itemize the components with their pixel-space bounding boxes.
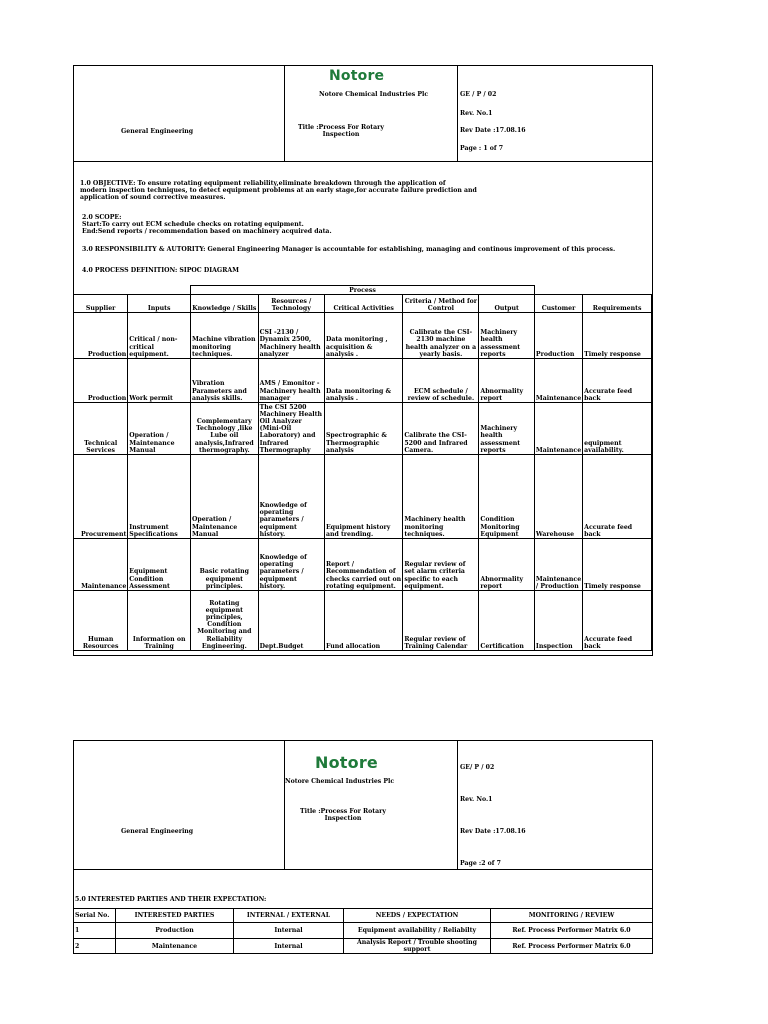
document-title: Title :Process For Rotary Inspection bbox=[298, 124, 384, 139]
sipoc-header-row bbox=[74, 295, 652, 313]
table-row bbox=[74, 539, 652, 591]
serial-cell: 2 bbox=[74, 939, 116, 954]
header-monitoring-review: MONITORING / REVIEW bbox=[491, 909, 653, 923]
page-2-header bbox=[74, 741, 652, 869]
activities-cell: Equipment history and trending. bbox=[324, 455, 402, 539]
requirements-cell: equipment availability. bbox=[583, 403, 652, 455]
page-number: Page :2 of 7 bbox=[460, 860, 501, 867]
doc-number: GE / P / 02 bbox=[460, 91, 497, 98]
table-row bbox=[74, 359, 652, 403]
header-criteria-method: Criteria / Method for Control bbox=[403, 295, 479, 313]
inputs-cell: Equipment Condition Assessment bbox=[128, 539, 191, 591]
knowledge-cell: Vibration Parameters and analysis skills. bbox=[191, 359, 259, 403]
table-row bbox=[74, 939, 653, 954]
notore-logo: Notore bbox=[329, 68, 385, 84]
criteria-cell: Regular review of Training Calendar bbox=[403, 591, 479, 651]
header-needs-expectation: NEEDS / EXPECTATION bbox=[344, 909, 491, 923]
resources-cell: The CSI 5200 Machinery Health Oil Analyzer (Mini-Oil Laboratory) and Infrared Thermography bbox=[258, 403, 324, 455]
supplier-cell: Production bbox=[74, 359, 128, 403]
company-name: Notore Chemical Industries Plc bbox=[285, 778, 395, 785]
knowledge-cell: Rotating equipment principles, Condition Monitoring and Reliability Engineering. bbox=[191, 591, 259, 651]
interested-parties-heading: 5.0 INTERESTED PARTIES AND THEIR EXPECTATION: bbox=[75, 896, 267, 903]
sipoc-process-row bbox=[74, 286, 652, 295]
inputs-cell: Information on Training bbox=[128, 591, 191, 651]
supplier-cell: Production bbox=[74, 313, 128, 359]
criteria-cell: Calibrate the CSI-2130 machine health analyzer on a yearly basis. bbox=[403, 313, 479, 359]
party-cell: Production bbox=[116, 923, 234, 939]
objective-line: 1.0 OBJECTIVE: To ensure rotating equipment reliability,eliminate breakdown through the application of bbox=[80, 180, 446, 187]
document-title: Title :Process For Rotary Inspection bbox=[300, 808, 386, 823]
header-critical-activities: Critical Activities bbox=[324, 295, 402, 313]
output-cell: Certification bbox=[479, 591, 535, 651]
criteria-cell: ECM schedule / review of schedule. bbox=[403, 359, 479, 403]
activities-cell: Fund allocation bbox=[324, 591, 402, 651]
requirements-cell: Timely response bbox=[583, 313, 652, 359]
table-row bbox=[74, 591, 652, 651]
activities-cell: Data monitoring & analysis . bbox=[324, 359, 402, 403]
supplier-cell: Procurement bbox=[74, 455, 128, 539]
knowledge-cell: Basic rotating equipment principles. bbox=[191, 539, 259, 591]
process-definition-heading: 4.0 PROCESS DEFINITION: SIPOC DIAGRAM bbox=[82, 267, 240, 274]
objective-line: application of sound corrective measures. bbox=[80, 194, 226, 202]
table-row bbox=[74, 455, 652, 539]
inputs-cell: Critical / non-critical equipment. bbox=[128, 313, 191, 359]
customer-cell: Inspection bbox=[534, 591, 582, 651]
department-name: General Engineering bbox=[121, 828, 194, 835]
notore-logo: Notore bbox=[315, 753, 378, 772]
header-inputs: Inputs bbox=[128, 295, 191, 313]
process-label: Process bbox=[191, 286, 535, 295]
resources-cell: Dept.Budget bbox=[258, 591, 324, 651]
knowledge-cell: Machine vibration monitoring techniques. bbox=[191, 313, 259, 359]
table-row bbox=[74, 923, 653, 939]
header-supplier: Supplier bbox=[74, 295, 128, 313]
party-cell: Maintenance bbox=[116, 939, 234, 954]
customer-cell: Maintenance bbox=[534, 359, 582, 403]
doc-number: GE/ P / 02 bbox=[460, 764, 495, 771]
requirements-cell: Accurate feed back bbox=[583, 455, 652, 539]
rev-date: Rev Date :17.08.16 bbox=[460, 828, 526, 835]
criteria-cell: Regular review of set alarm criteria specific to each equipment. bbox=[403, 539, 479, 591]
table-header-row bbox=[74, 909, 653, 923]
header-interested-parties: INTERESTED PARTIES bbox=[116, 909, 234, 923]
needs-cell: Equipment availability / Reliabilty bbox=[344, 923, 491, 939]
header-customer: Customer bbox=[534, 295, 582, 313]
customer-cell: Production bbox=[534, 313, 582, 359]
objective-line: modern inspection techniques, to detect equipment problems at an early stage,for accurate failure prediction and bbox=[80, 187, 477, 195]
monitoring-cell: Ref. Process Performer Matrix 6.0 bbox=[491, 939, 653, 954]
customer-cell: Maintenance / Production bbox=[534, 539, 582, 591]
table-row bbox=[74, 403, 652, 455]
monitoring-cell: Ref. Process Performer Matrix 6.0 bbox=[491, 923, 653, 939]
resources-cell: AMS / Emonitor - Machinery health manager bbox=[258, 359, 324, 403]
internal-external-cell: Internal bbox=[234, 923, 344, 939]
page-1-header bbox=[74, 66, 652, 161]
company-name: Notore Chemical Industries Plc bbox=[319, 91, 429, 98]
inputs-cell: Operation / Maintenance Manual bbox=[128, 403, 191, 455]
internal-external-cell: Internal bbox=[234, 939, 344, 954]
output-cell: Condition Monitoring Equipment bbox=[479, 455, 535, 539]
header-serial-no: Serial No. bbox=[74, 909, 116, 923]
resources-cell: CSI -2130 / Dynamix 2500, Machinery health analyzer bbox=[258, 313, 324, 359]
objective-section bbox=[80, 180, 640, 202]
needs-cell: Analysis Report / Trouble shooting support bbox=[344, 939, 491, 954]
output-cell: Machinery health assessment reports bbox=[479, 403, 535, 455]
criteria-cell: Machinery health monitoring techniques. bbox=[403, 455, 479, 539]
output-cell: Abnormality report bbox=[479, 539, 535, 591]
scope-line: End:Send reports / recommendation based on machinery acquired data. bbox=[82, 228, 332, 236]
knowledge-cell: Complementary Technology ,like Lube oil analysis,Infrared thermography. bbox=[191, 403, 259, 455]
sipoc-table bbox=[73, 285, 652, 651]
page-number: Page : 1 of 7 bbox=[460, 145, 504, 152]
interested-parties-table bbox=[73, 908, 653, 954]
inputs-cell: Instrument Specifications bbox=[128, 455, 191, 539]
activities-cell: Spectrographic & Thermographic analysis bbox=[324, 403, 402, 455]
rev-number: Rev. No.1 bbox=[460, 110, 493, 117]
scope-section bbox=[82, 214, 642, 236]
header-output: Output bbox=[479, 295, 535, 313]
page-1 bbox=[73, 65, 653, 656]
scope-heading: 2.0 SCOPE: bbox=[82, 214, 122, 221]
output-cell: Machinery health assessment reports bbox=[479, 313, 535, 359]
header-knowledge-skills: Knowledge / Skills bbox=[191, 295, 259, 313]
supplier-cell: Maintenance bbox=[74, 539, 128, 591]
requirements-cell: Accurate feed back bbox=[583, 591, 652, 651]
resources-cell: Knowledge of operating parameters / equipment history. bbox=[258, 539, 324, 591]
page-2 bbox=[73, 740, 653, 954]
rev-date: Rev Date :17.08.16 bbox=[460, 127, 526, 134]
activities-cell: Data monitoring , acquisition & analysis . bbox=[324, 313, 402, 359]
customer-cell: Maintenance bbox=[534, 403, 582, 455]
inputs-cell: Work permit bbox=[128, 359, 191, 403]
rev-number: Rev. No.1 bbox=[460, 796, 493, 803]
header-resources-technology: Resources / Technology bbox=[258, 295, 324, 313]
scope-line: Start:To carry out ECM schedule checks on rotating equipment. bbox=[82, 221, 304, 229]
requirements-cell: Accurate feed back bbox=[583, 359, 652, 403]
customer-cell: Warehouse bbox=[534, 455, 582, 539]
activities-cell: Report / Recommendation of checks carried out on rotating equipment. bbox=[324, 539, 402, 591]
criteria-cell: Calibrate the CSI-5200 and Infrared Camera. bbox=[403, 403, 479, 455]
department-name: General Engineering bbox=[121, 128, 194, 135]
serial-cell: 1 bbox=[74, 923, 116, 939]
supplier-cell: Technical Services bbox=[74, 403, 128, 455]
output-cell: Abnormality report bbox=[479, 359, 535, 403]
table-row bbox=[74, 313, 652, 359]
knowledge-cell: Operation / Maintenance Manual bbox=[191, 455, 259, 539]
resources-cell: Knowledge of operating parameters / equipment history. bbox=[258, 455, 324, 539]
responsibility-section: 3.0 RESPONSIBILITY & AUTORITY: General Engineering Manager is accountable for establishing, managing and continous improvement of this process. bbox=[82, 246, 616, 253]
supplier-cell: Human Resources bbox=[74, 591, 128, 651]
header-requirements: Requirements bbox=[583, 295, 652, 313]
requirements-cell: Timely response bbox=[583, 539, 652, 591]
header-internal-external: INTERNAL / EXTERNAL bbox=[234, 909, 344, 923]
